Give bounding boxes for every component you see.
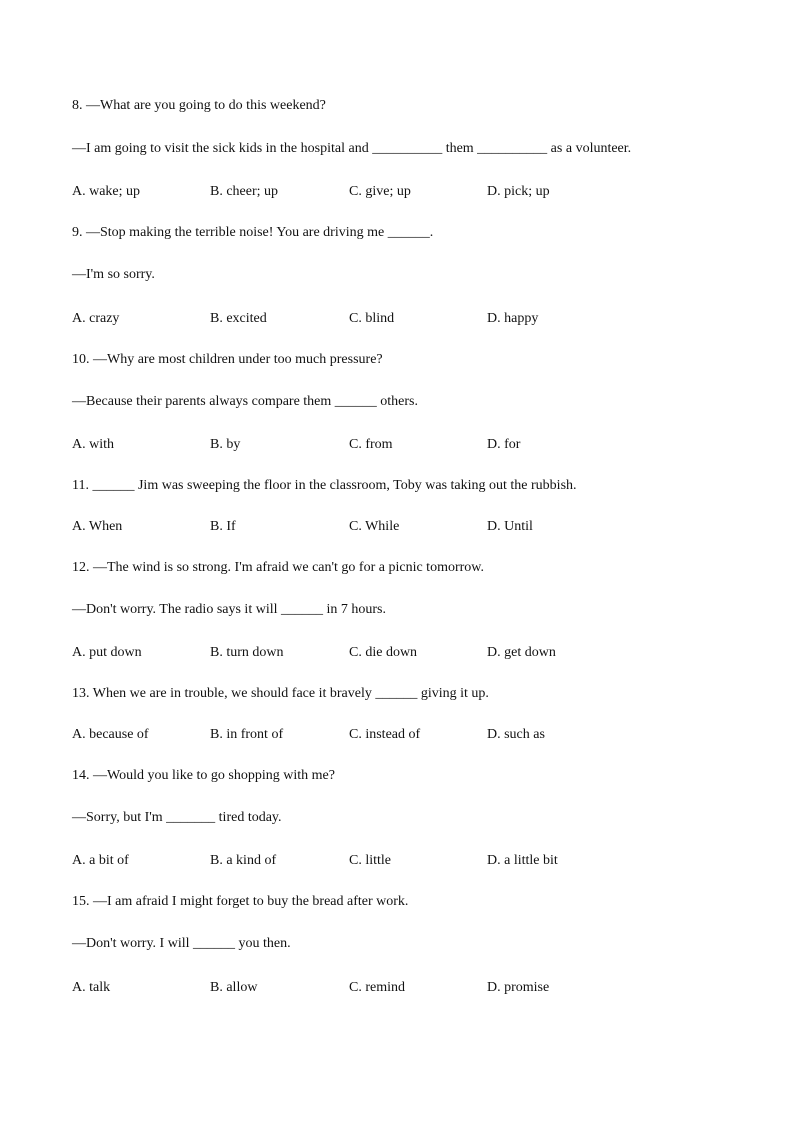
question-13-prompt: 13. When we are in trouble, we should face it bravely ______ giving it up.: [72, 686, 489, 701]
question-8-option-c: C. give; up: [349, 184, 411, 199]
question-12-prompt: 12. —The wind is so strong. I'm afraid we can't go for a picnic tomorrow.: [72, 560, 484, 575]
question-11-prompt: 11. ______ Jim was sweeping the floor in the classroom, Toby was taking out the rubbish.: [72, 478, 577, 493]
question-12-option-c: C. die down: [349, 645, 418, 660]
question-15-prompt: 15. —I am afraid I might forget to buy the bread after work.: [72, 894, 409, 909]
question-10-option-b: B. by: [210, 437, 241, 452]
question-10-response: —Because their parents always compare them ______ others.: [72, 394, 419, 409]
question-13-option-d: D. such as: [487, 727, 545, 742]
question-8-option-d: D. pick; up: [487, 184, 550, 199]
question-10-option-c: C. from: [349, 437, 393, 452]
question-9-option-b: B. excited: [210, 311, 267, 326]
question-14-response: —Sorry, but I'm _______ tired today.: [72, 810, 282, 825]
question-14-option-b: B. a kind of: [210, 853, 277, 868]
question-14-option-c: C. little: [349, 853, 391, 868]
question-15-option-b: B. allow: [210, 980, 258, 995]
question-14-option-d: D. a little bit: [487, 853, 558, 868]
question-9-option-a: A. crazy: [72, 311, 120, 326]
question-12-option-a: A. put down: [72, 645, 142, 660]
question-9-response: —I'm so sorry.: [72, 267, 155, 282]
question-10-prompt: 10. —Why are most children under too much pressure?: [72, 352, 383, 367]
question-10-option-d: D. for: [487, 437, 521, 452]
question-11-option-d: D. Until: [487, 519, 533, 534]
question-8-response: —I am going to visit the sick kids in the hospital and __________ them __________ as a volunteer.: [72, 141, 632, 156]
question-13-option-b: B. in front of: [210, 727, 284, 742]
question-11-option-a: A. When: [72, 519, 123, 534]
question-11-option-c: C. While: [349, 519, 400, 534]
question-15-option-c: C. remind: [349, 980, 405, 995]
question-13-option-a: A. because of: [72, 727, 149, 742]
question-12-response: —Don't worry. The radio says it will ______ in 7 hours.: [72, 602, 386, 617]
question-14-option-a: A. a bit of: [72, 853, 129, 868]
question-9-option-c: C. blind: [349, 311, 395, 326]
question-15-response: —Don't worry. I will ______ you then.: [72, 936, 291, 951]
question-8-option-b: B. cheer; up: [210, 184, 279, 199]
question-10-option-a: A. with: [72, 437, 114, 452]
question-8-prompt: 8. —What are you going to do this weekend?: [72, 98, 326, 113]
question-11-option-b: B. If: [210, 519, 236, 534]
question-15-option-d: D. promise: [487, 980, 550, 995]
question-9-option-d: D. happy: [487, 311, 539, 326]
question-12-option-b: B. turn down: [210, 645, 284, 660]
question-9-prompt: 9. —Stop making the terrible noise! You are driving me ______.: [72, 225, 434, 240]
question-15-option-a: A. talk: [72, 980, 111, 995]
question-12-option-d: D. get down: [487, 645, 556, 660]
question-14-prompt: 14. —Would you like to go shopping with me?: [72, 768, 335, 783]
question-13-option-c: C. instead of: [349, 727, 421, 742]
question-8-option-a: A. wake; up: [72, 184, 141, 199]
